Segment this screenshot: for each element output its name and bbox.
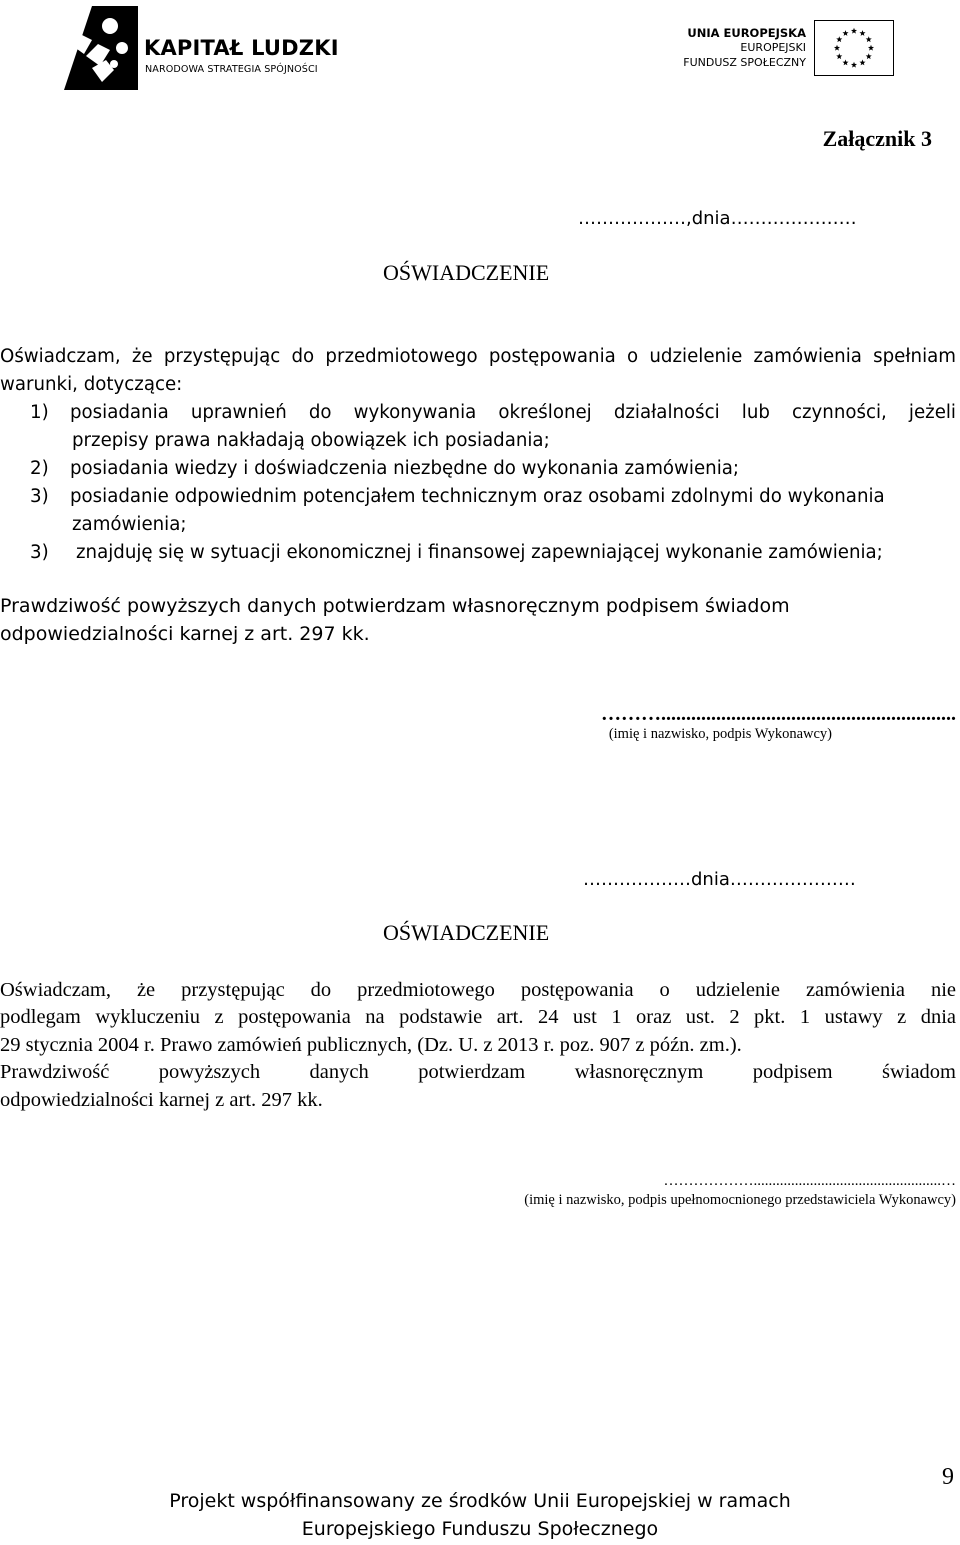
list-item: przepisy prawa nakładają obowiązek ich posiadania; [72,430,550,451]
date-line: ………………dnia………………… [583,869,856,890]
list-item: posiadania uprawnień do wykonywania określonej działalności lub czynności, jeżeli [70,402,956,423]
paragraph-line: Oświadczam, że przystępując do przedmiotowego postępowania o udzielenie zamówienia nie [0,979,956,1001]
paragraph-line: odpowiedzialności karnej z art. 297 kk. [0,1089,323,1111]
list-item: znajduję się w sytuacji ekonomicznej i finansowej zapewniającej wykonanie zamówienia; [76,542,883,563]
eu-logo-line2: EUROPEJSKI [740,41,806,54]
eu-flag-icon [814,20,894,76]
closing-line: odpowiedzialności karnej z art. 297 kk. [0,623,370,645]
paragraph-line: 29 stycznia 2004 r. Prawo zamówień publicznych, (Dz. U. z 2013 r. poz. 907 z późn. zm.). [0,1034,742,1056]
kapital-ludzki-subtitle: NARODOWA STRATEGIA SPÓJNOŚCI [145,64,318,75]
intro-line: warunki, dotyczące: [0,374,183,395]
kapital-ludzki-title: KAPITAŁ LUDZKI [144,36,339,60]
signature-caption: (imię i nazwisko, podpis Wykonawcy) [608,726,832,742]
eu-logo [668,20,898,80]
page-number: 9 [942,1464,954,1490]
list-item: posiadania wiedzy i doświadczenia niezbędne do wykonania zamówienia; [70,458,740,479]
eu-logo-line3: FUNDUSZ SPOŁECZNY [683,56,806,69]
list-item-number: 3) [30,542,49,563]
kapital-ludzki-logo [62,4,352,94]
signature-line: ………........................................................... [601,703,956,725]
list-item-number: 1) [30,402,49,423]
footer-line: Projekt współfinansowany ze środków Unii Europejskiej w ramach [169,1490,791,1512]
intro-line: Oświadczam, że przystępując do przedmiotowego postępowania o udzielenie zamówienia spełniam [0,346,956,367]
list-item-number: 2) [30,458,49,479]
footer-line: Europejskiego Funduszu Społecznego [301,1518,659,1540]
list-item: posiadanie odpowiednim potencjałem technicznym oraz osobami zdolnymi do wykonania [70,486,885,507]
section-title: OŚWIADCZENIE [383,920,550,945]
paragraph-line: podlegam wykluczeniu z postępowania na podstawie art. 24 ust 1 oraz ust. 2 pkt. 1 ustawy z dnia [0,1006,956,1028]
closing-line: Prawdziwość powyższych danych potwierdzam własnoręcznym podpisem świadom [0,595,790,617]
kapital-ludzki-emblem-icon [62,4,140,92]
attachment-label: Załącznik 3 [822,126,932,151]
paragraph-line: Prawdziwość powyższych danych potwierdzam własnoręcznym podpisem świadom [0,1061,956,1083]
date-line: ………………,dnia………………… [578,208,857,229]
signature-line: ………………..................................................… [663,1173,956,1189]
signature-caption: (imię i nazwisko, podpis upełnomocnionego przedstawiciela Wykonawcy) [524,1192,956,1208]
page-title: OŚWIADCZENIE [383,260,550,285]
list-item: zamówienia; [72,514,187,535]
eu-logo-line1: UNIA EUROPEJSKA [687,26,806,40]
list-item-number: 3) [30,486,49,507]
